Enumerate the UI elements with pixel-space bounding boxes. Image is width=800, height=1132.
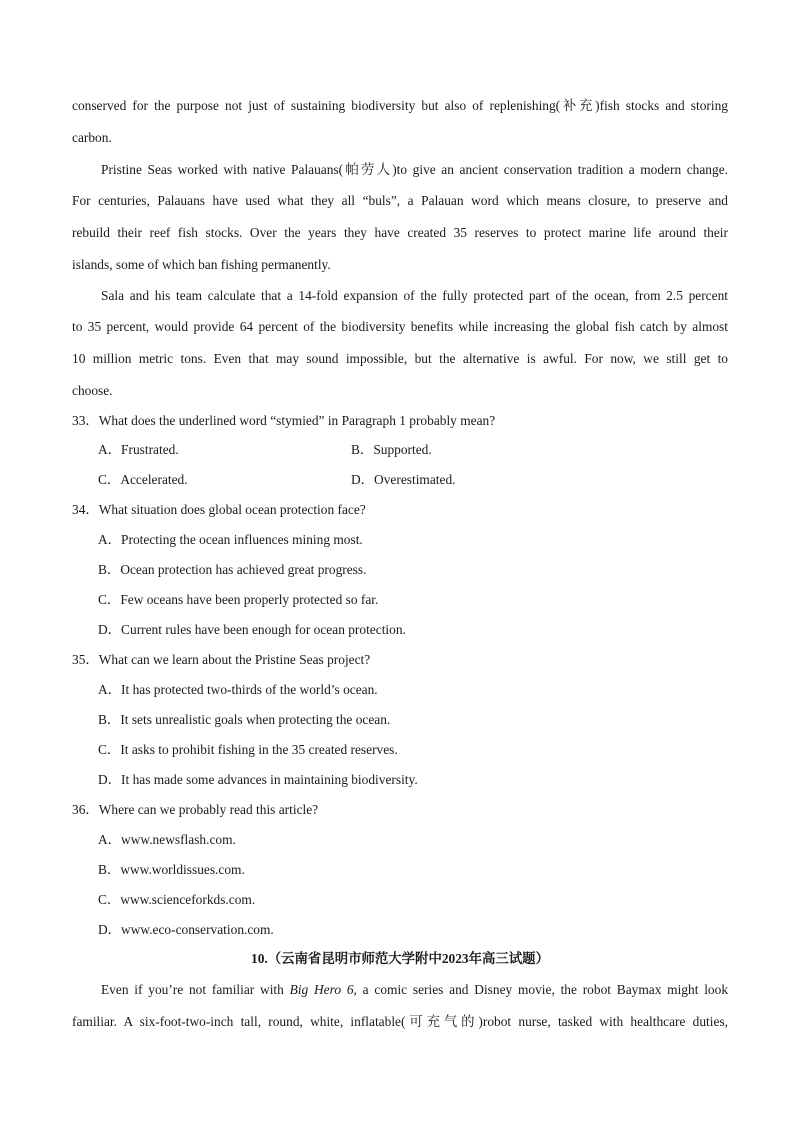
passage-text: Even if you’re not familiar with (101, 982, 290, 997)
question-34-option-c: C．Few oceans have been properly protected so far. (98, 592, 379, 607)
question-35-option-c: C．It asks to prohibit fishing in the 35 created reserves. (98, 742, 398, 757)
question-36-option-c: C．www.scienceforkds.com. (98, 892, 256, 907)
question-34-option-b: B．Ocean protection has achieved great progress. (98, 562, 367, 577)
passage-line: carbon. (72, 130, 112, 145)
passage-line: 10 million metric tons. Even that may sound impossible, but the alternative is awful. For now, we still get to (72, 351, 728, 366)
question-36-stem: 36．Where can we probably read this article? (72, 802, 319, 817)
passage-line: For centuries, Palauans have used what they all “buls”, a Palauan word which means closure, to preserve and (72, 193, 728, 208)
question-34-stem: 34．What situation does global ocean protection face? (72, 502, 366, 517)
passage-line: to 35 percent, would provide 64 percent of the biodiversity benefits while increasing the global fish catch by almost (72, 319, 728, 334)
question-36-option-a: A．www.newsflash.com. (98, 832, 236, 847)
question-33-option-c: C．Accelerated. (98, 472, 188, 487)
question-33-option-b: B．Supported. (351, 442, 432, 457)
question-35-option-d: D．It has made some advances in maintaining biodiversity. (98, 772, 418, 787)
passage-line: choose. (72, 383, 113, 398)
question-33-option-a: A．Frustrated. (98, 442, 179, 457)
question-35-option-a: A．It has protected two-thirds of the world’s ocean. (98, 682, 378, 697)
passage-line: conserved for the purpose not just of sustaining biodiversity but also of replenishing(补充)fish stocks and storing (72, 98, 728, 113)
question-36-option-b: B．www.worldissues.com. (98, 862, 245, 877)
question-34-option-a: A．Protecting the ocean influences mining most. (98, 532, 363, 547)
question-35-option-b: B．It sets unrealistic goals when protecting the ocean. (98, 712, 391, 727)
question-33-stem: 33．What does the underlined word “stymied” in Paragraph 1 probably mean? (72, 413, 496, 428)
section-heading: 10.（云南省昆明市师范大学附中2023年高三试题） (251, 951, 549, 966)
question-35-stem: 35．What can we learn about the Pristine Seas project? (72, 652, 371, 667)
passage-text: , a comic series and Disney movie, the robot Baymax might look (353, 982, 728, 997)
question-34-option-d: D．Current rules have been enough for ocean protection. (98, 622, 406, 637)
question-36-option-d: D．www.eco-conservation.com. (98, 922, 274, 937)
passage-line: rebuild their reef fish stocks. Over the years they have created 35 reserves to protect marine life around their (72, 225, 728, 240)
passage-line (101, 981, 728, 999)
passage-line: Sala and his team calculate that a 14-fold expansion of the fully protected part of the ocean, from 2.5 percent (101, 288, 728, 303)
passage-line: islands, some of which ban fishing permanently. (72, 257, 331, 272)
question-33-option-d: D．Overestimated. (351, 472, 456, 487)
passage-line: Pristine Seas worked with native Palauans(帕劳人)to give an ancient conservation tradition a modern change. (101, 162, 728, 177)
movie-title: Big Hero 6 (289, 982, 354, 997)
passage-line: familiar. A six-foot-two-inch tall, round, white, inflatable(可充气的)robot nurse, tasked with healthcare duties, (72, 1014, 728, 1029)
